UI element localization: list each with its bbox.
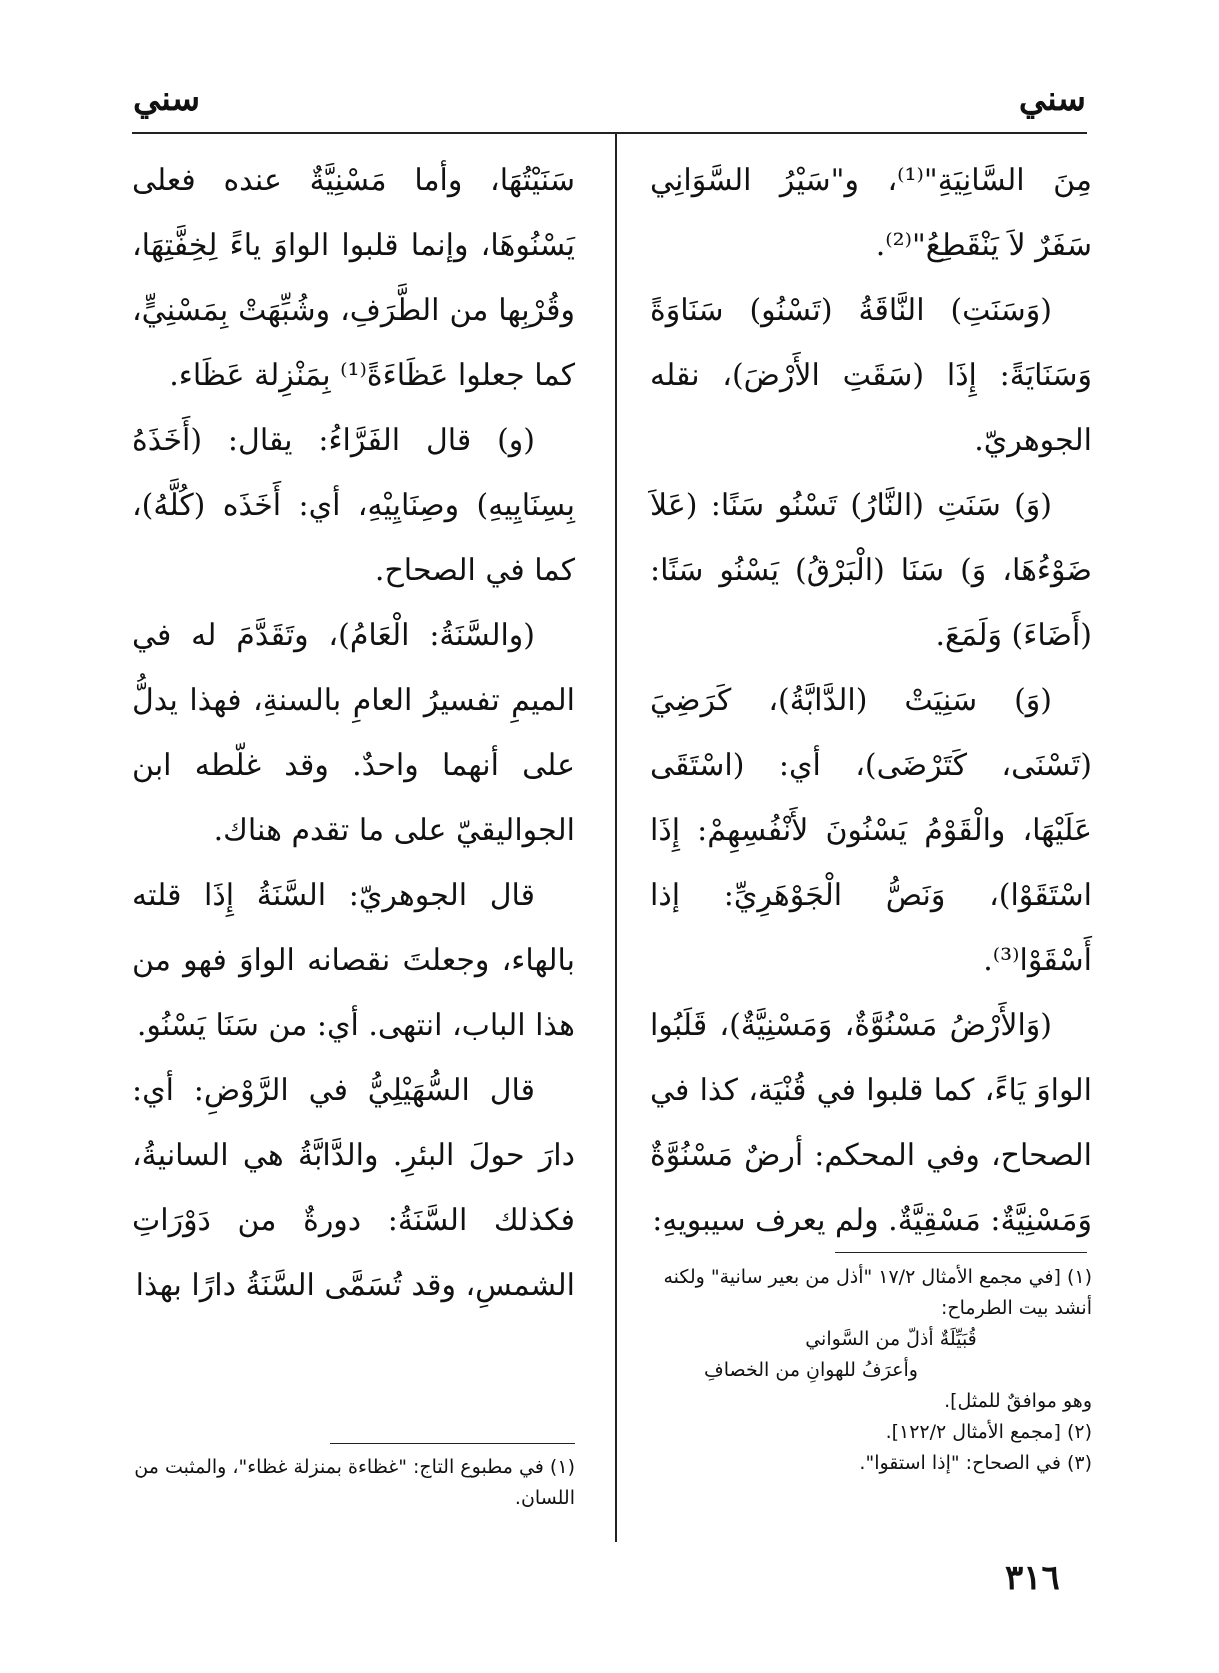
- paragraph: قال الجوهريّ: السَّنَةُ إِذَا قلته بالهاء، وجعلتَ نقصانه الواوَ فهو من هذا الباب، انتهى. أي: من سَنَا يَسْنُو.: [132, 878, 575, 1043]
- column-divider: [615, 134, 617, 1542]
- footnote: (١) [في مجمع الأمثال ١٧/٢ "أذل من بعير سانية" ولكنه أنشد بيت الطرماح:: [663, 1266, 1092, 1319]
- right-column: [650, 148, 1092, 1253]
- paragraph: (وَ) سَنَتِ (النَّارُ) تَسْنُو سَنًا: (عَلاَ ضَوْءُهَا، وَ) سَنَا (الْبَرْقُ) يَسْنُو سَنًا: (أَضَاءَ) وَلَمَعَ.: [650, 488, 1092, 653]
- paragraph: (وَالأَرْضُ مَسْنُوَّةٌ، وَمَسْنِيَّةٌ)، قَلَبُوا الواوَ يَاءً، كما قلبوا في قُنْيَة، كذا في الصحاح، وفي المحكم: أرضٌ مَسْنُوَّةٌ وَمَسْنِيَّةٌ: مَسْقِيَّةٌ. ولم يعرف سيبويهِ:: [650, 1008, 1092, 1238]
- footnotes-right: [650, 1262, 1092, 1479]
- footnotes-left: [132, 1452, 575, 1514]
- running-header-left: سني: [133, 79, 201, 119]
- header-rule: [132, 132, 1087, 134]
- footnote: (١) في مطبوع التاج: "غظاءة بمنزلة غظاء"، والمثبت من اللسان.: [134, 1456, 575, 1509]
- footnote-rule-right: [835, 1252, 1087, 1253]
- footnote: (٣) في الصحاح: "إذا استقوا".: [859, 1452, 1092, 1474]
- paragraph: (والسَّنَةُ: الْعَامُ)، وتَقَدَّمَ له في الميمِ تفسيرُ العامِ بالسنةِ، فهذا يدلُّ على أنهما واحدٌ. وقد غلّطه ابن الجواليقيّ على ما تقدم هناك.: [132, 618, 575, 848]
- paragraph: (وَسَنَتِ) النَّاقَةُ (تَسْنُو) سَنَاوَةً وَسَنَايَةً: إِذَا (سَقَتِ الأَرْضَ)، نقله الجوهريّ.: [650, 293, 1092, 458]
- paragraph: (وَ) سَنِيَتْ (الدَّابَّةُ)، كَرَضِيَ (تَسْنَى، كَتَرْضَى)، أي: (اسْتَقَى عَلَيْهَا، والْقَوْمُ يَسْنُونَ لأَنْفُسِهِمْ: إِذَا اسْتَقَوْا)، وَنَصُّ الْجَوْهَرِيِّ: إذا أَسْقَوْا⁽³⁾.: [650, 683, 1092, 978]
- paragraph: مِنَ السَّانِيَةِ"⁽¹⁾، و"سَيْرُ السَّوَانِي سَفَرٌ لاَ يَنْقَطِعُ"⁽²⁾.: [650, 163, 1092, 263]
- footnote-verse: قُبَيِّلَةٌ أذلّ من السَّواني: [805, 1328, 977, 1350]
- footnote-rule-left: [330, 1443, 575, 1444]
- page-number: ٣١٦: [1005, 1558, 1060, 1598]
- footnote: وهو موافقٌ للمثل].: [944, 1390, 1092, 1412]
- running-header-right: سني: [1018, 79, 1086, 119]
- paragraph: سَنَيْتُهَا، وأما مَسْنِيَّةٌ عنده فعلى يَسْنُوهَا، وإنما قلبوا الواوَ ياءً لِخِفَّتِهَا، وقُرْبِها من الطَّرَفِ، وشُبِّهَتْ بِمَسْنِيٍّ، كما جعلوا عَظَاءَةً⁽¹⁾ بِمَنْزِلة عَظَاء.: [132, 163, 575, 393]
- footnote: (٢) [مجمع الأمثال ١٢٢/٢].: [885, 1421, 1092, 1443]
- paragraph: (و) قال الفَرَّاءُ: يقال: (أَخَذَهُ بِسِنَايِيهِ) وصِنَايِيْهِ، أي: أَخَذَه (كُلَّهُ)، كما في الصحاح.: [132, 423, 575, 588]
- left-column: [132, 148, 575, 1318]
- paragraph: قال السُّهَيْلِيُّ في الرَّوْضِ: أي: دارَ حولَ البئرِ. والدَّابَّةُ هي السانيةُ، فكذلك السَّنَةُ: دورةٌ من دَوْرَاتِ الشمسِ، وقد تُسَمَّى السَّنَةُ دارًا بهذا: [132, 1073, 575, 1303]
- footnote-verse: وأعرَفُ للهوانِ من الخصافِ: [704, 1359, 918, 1381]
